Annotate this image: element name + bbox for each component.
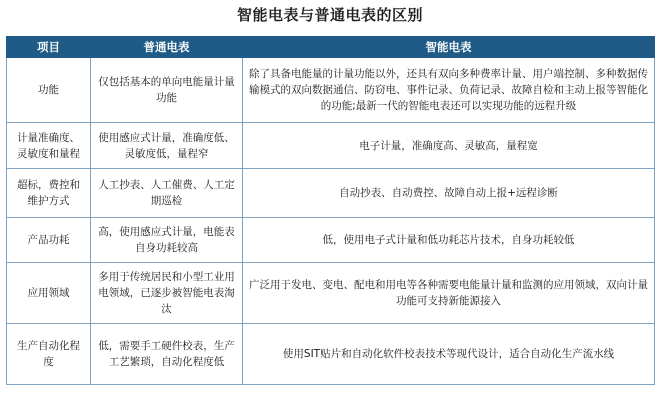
row-smart-cell: 广泛用于发电、变电、配电和用电等各种需要电能量计量和监测的应用领域，双向计量功能可支持新能源接入 xyxy=(243,263,655,324)
table-header-row xyxy=(7,37,655,58)
row-item-cell: 应用领域 xyxy=(7,263,91,324)
table-row xyxy=(7,324,655,385)
row-smart-cell: 除了具备电能量的计量功能以外，还具有双向多种费率计量、用户端控制、多种数据传输模式的双向数据通信、防窃电、事件记录、负荷记录、故障自检和主动上报等智能化的功能;最新一代的智能电表还可以实现功能的远程升级 xyxy=(243,58,655,123)
row-normal-cell: 低，需要手工硬件校表，生产工艺繁琐，自动化程度低 xyxy=(91,324,243,385)
table-row xyxy=(7,218,655,263)
row-normal-cell: 使用感应式计量，准确度低、灵敏度低，量程窄 xyxy=(91,123,243,169)
row-normal-cell: 仅包括基本的单向电能量计量功能 xyxy=(91,58,243,123)
row-smart-cell: 电子计量，准确度高、灵敏高，量程宽 xyxy=(243,123,655,169)
row-item-cell: 计量准确度、灵敏度和量程 xyxy=(7,123,91,169)
header-item: 项目 xyxy=(7,37,91,58)
row-item-cell: 超标，费控和维护方式 xyxy=(7,169,91,218)
row-item-cell: 功能 xyxy=(7,58,91,123)
table-row xyxy=(7,263,655,324)
table-row xyxy=(7,123,655,169)
table-row xyxy=(7,58,655,123)
row-smart-cell: 低，使用电子式计量和低功耗芯片技术，自身功耗较低 xyxy=(243,218,655,263)
row-smart-cell: 使用SIT贴片和自动化软件校表技术等现代设计，适合自动化生产流水线 xyxy=(243,324,655,385)
row-item-cell: 生产自动化程度 xyxy=(7,324,91,385)
row-normal-cell: 高，使用感应式计量，电能表自身功耗较高 xyxy=(91,218,243,263)
header-smart-meter: 智能电表 xyxy=(243,37,655,58)
row-normal-cell: 多用于传统居民和小型工业用电领域，已逐步被智能电表淘汰 xyxy=(91,263,243,324)
comparison-table xyxy=(6,36,655,385)
page-title: 智能电表与普通电表的区别 xyxy=(236,6,423,24)
row-normal-cell: 人工抄表、人工催费、人工定期巡检 xyxy=(91,169,243,218)
row-smart-cell: 自动抄表、自动费控、故障自动上报+远程诊断 xyxy=(243,169,655,218)
row-item-cell: 产品功耗 xyxy=(7,218,91,263)
table-row xyxy=(7,169,655,218)
header-normal-meter: 普通电表 xyxy=(91,37,243,58)
